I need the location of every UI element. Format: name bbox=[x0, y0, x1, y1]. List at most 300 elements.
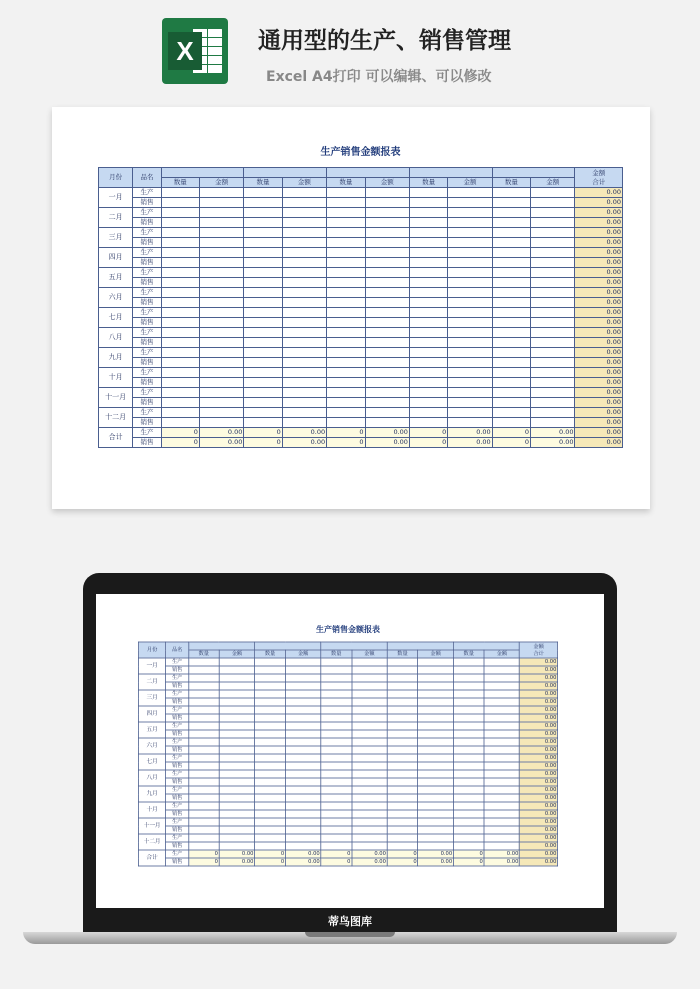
data-cell[interactable] bbox=[161, 358, 199, 368]
data-cell[interactable] bbox=[244, 208, 282, 218]
data-cell[interactable] bbox=[365, 218, 409, 228]
data-cell[interactable] bbox=[285, 810, 321, 818]
data-cell[interactable] bbox=[418, 826, 454, 834]
data-cell[interactable] bbox=[418, 666, 454, 674]
data-cell[interactable] bbox=[531, 238, 575, 248]
data-cell[interactable] bbox=[327, 298, 365, 308]
data-cell[interactable] bbox=[365, 248, 409, 258]
data-cell[interactable] bbox=[285, 666, 321, 674]
data-cell[interactable] bbox=[492, 308, 530, 318]
data-cell[interactable] bbox=[409, 408, 447, 418]
data-cell[interactable] bbox=[255, 658, 286, 666]
data-cell[interactable] bbox=[453, 754, 484, 762]
data-cell[interactable] bbox=[219, 754, 255, 762]
data-cell[interactable] bbox=[492, 418, 530, 428]
data-cell[interactable] bbox=[492, 358, 530, 368]
data-cell[interactable] bbox=[453, 810, 484, 818]
data-cell[interactable] bbox=[418, 682, 454, 690]
data-cell[interactable] bbox=[255, 722, 286, 730]
data-cell[interactable] bbox=[285, 738, 321, 746]
data-cell[interactable] bbox=[188, 754, 219, 762]
data-cell[interactable] bbox=[531, 368, 575, 378]
data-cell[interactable] bbox=[352, 842, 388, 850]
data-cell[interactable] bbox=[387, 714, 418, 722]
data-cell[interactable] bbox=[453, 738, 484, 746]
data-cell[interactable] bbox=[484, 778, 520, 786]
data-cell[interactable] bbox=[365, 328, 409, 338]
data-cell[interactable] bbox=[352, 730, 388, 738]
data-cell[interactable] bbox=[484, 762, 520, 770]
data-cell[interactable] bbox=[352, 714, 388, 722]
data-cell[interactable] bbox=[321, 754, 352, 762]
data-cell[interactable] bbox=[448, 338, 492, 348]
data-cell[interactable] bbox=[285, 674, 321, 682]
data-cell[interactable] bbox=[448, 378, 492, 388]
data-cell[interactable] bbox=[448, 238, 492, 248]
data-cell[interactable] bbox=[484, 722, 520, 730]
data-cell[interactable] bbox=[244, 408, 282, 418]
data-cell[interactable] bbox=[365, 408, 409, 418]
data-cell[interactable] bbox=[409, 398, 447, 408]
data-cell[interactable] bbox=[255, 826, 286, 834]
data-cell[interactable] bbox=[285, 842, 321, 850]
data-cell[interactable] bbox=[321, 674, 352, 682]
data-cell[interactable] bbox=[387, 674, 418, 682]
data-cell[interactable] bbox=[387, 738, 418, 746]
data-cell[interactable] bbox=[448, 358, 492, 368]
data-cell[interactable] bbox=[188, 826, 219, 834]
data-cell[interactable] bbox=[321, 842, 352, 850]
data-cell[interactable] bbox=[219, 794, 255, 802]
data-cell[interactable] bbox=[387, 770, 418, 778]
data-cell[interactable] bbox=[219, 730, 255, 738]
data-cell[interactable] bbox=[285, 818, 321, 826]
data-cell[interactable] bbox=[327, 418, 365, 428]
data-cell[interactable] bbox=[448, 188, 492, 198]
data-cell[interactable] bbox=[161, 258, 199, 268]
data-cell[interactable] bbox=[188, 730, 219, 738]
data-cell[interactable] bbox=[219, 738, 255, 746]
data-cell[interactable] bbox=[418, 658, 454, 666]
data-cell[interactable] bbox=[321, 826, 352, 834]
data-cell[interactable] bbox=[453, 658, 484, 666]
data-cell[interactable] bbox=[161, 338, 199, 348]
data-cell[interactable] bbox=[492, 198, 530, 208]
data-cell[interactable] bbox=[409, 388, 447, 398]
data-cell[interactable] bbox=[255, 730, 286, 738]
data-cell[interactable] bbox=[188, 786, 219, 794]
data-cell[interactable] bbox=[531, 318, 575, 328]
data-cell[interactable] bbox=[492, 248, 530, 258]
data-cell[interactable] bbox=[321, 778, 352, 786]
data-cell[interactable] bbox=[285, 658, 321, 666]
data-cell[interactable] bbox=[327, 228, 365, 238]
data-cell[interactable] bbox=[285, 762, 321, 770]
data-cell[interactable] bbox=[448, 228, 492, 238]
data-cell[interactable] bbox=[352, 658, 388, 666]
data-cell[interactable] bbox=[387, 682, 418, 690]
data-cell[interactable] bbox=[352, 698, 388, 706]
data-cell[interactable] bbox=[285, 786, 321, 794]
data-cell[interactable] bbox=[453, 666, 484, 674]
data-cell[interactable] bbox=[244, 298, 282, 308]
data-cell[interactable] bbox=[321, 666, 352, 674]
data-cell[interactable] bbox=[282, 228, 326, 238]
data-cell[interactable] bbox=[199, 188, 243, 198]
data-cell[interactable] bbox=[244, 348, 282, 358]
data-cell[interactable] bbox=[188, 722, 219, 730]
data-cell[interactable] bbox=[484, 834, 520, 842]
data-cell[interactable] bbox=[531, 228, 575, 238]
data-cell[interactable] bbox=[492, 368, 530, 378]
data-cell[interactable] bbox=[327, 218, 365, 228]
data-cell[interactable] bbox=[255, 834, 286, 842]
data-cell[interactable] bbox=[321, 794, 352, 802]
data-cell[interactable] bbox=[387, 794, 418, 802]
data-cell[interactable] bbox=[448, 258, 492, 268]
data-cell[interactable] bbox=[188, 674, 219, 682]
data-cell[interactable] bbox=[161, 308, 199, 318]
data-cell[interactable] bbox=[282, 348, 326, 358]
data-cell[interactable] bbox=[365, 358, 409, 368]
data-cell[interactable] bbox=[219, 778, 255, 786]
data-cell[interactable] bbox=[352, 682, 388, 690]
data-cell[interactable] bbox=[188, 802, 219, 810]
data-cell[interactable] bbox=[255, 810, 286, 818]
data-cell[interactable] bbox=[531, 358, 575, 368]
data-cell[interactable] bbox=[282, 248, 326, 258]
data-cell[interactable] bbox=[484, 698, 520, 706]
data-cell[interactable] bbox=[244, 278, 282, 288]
data-cell[interactable] bbox=[285, 690, 321, 698]
data-cell[interactable] bbox=[282, 198, 326, 208]
data-cell[interactable] bbox=[285, 770, 321, 778]
data-cell[interactable] bbox=[387, 730, 418, 738]
data-cell[interactable] bbox=[352, 826, 388, 834]
data-cell[interactable] bbox=[282, 208, 326, 218]
data-cell[interactable] bbox=[327, 358, 365, 368]
data-cell[interactable] bbox=[219, 714, 255, 722]
data-cell[interactable] bbox=[365, 228, 409, 238]
data-cell[interactable] bbox=[387, 698, 418, 706]
data-cell[interactable] bbox=[531, 338, 575, 348]
data-cell[interactable] bbox=[352, 722, 388, 730]
data-cell[interactable] bbox=[409, 278, 447, 288]
data-cell[interactable] bbox=[453, 802, 484, 810]
data-cell[interactable] bbox=[321, 730, 352, 738]
data-cell[interactable] bbox=[219, 674, 255, 682]
data-cell[interactable] bbox=[484, 810, 520, 818]
data-cell[interactable] bbox=[448, 208, 492, 218]
data-cell[interactable] bbox=[282, 388, 326, 398]
data-cell[interactable] bbox=[453, 762, 484, 770]
data-cell[interactable] bbox=[453, 794, 484, 802]
data-cell[interactable] bbox=[448, 198, 492, 208]
data-cell[interactable] bbox=[285, 778, 321, 786]
data-cell[interactable] bbox=[282, 188, 326, 198]
data-cell[interactable] bbox=[321, 698, 352, 706]
data-cell[interactable] bbox=[492, 378, 530, 388]
data-cell[interactable] bbox=[285, 730, 321, 738]
data-cell[interactable] bbox=[188, 842, 219, 850]
data-cell[interactable] bbox=[418, 690, 454, 698]
data-cell[interactable] bbox=[418, 794, 454, 802]
data-cell[interactable] bbox=[188, 834, 219, 842]
data-cell[interactable] bbox=[199, 388, 243, 398]
data-cell[interactable] bbox=[492, 268, 530, 278]
data-cell[interactable] bbox=[244, 218, 282, 228]
data-cell[interactable] bbox=[244, 188, 282, 198]
data-cell[interactable] bbox=[327, 278, 365, 288]
data-cell[interactable] bbox=[219, 818, 255, 826]
data-cell[interactable] bbox=[492, 238, 530, 248]
data-cell[interactable] bbox=[387, 802, 418, 810]
data-cell[interactable] bbox=[484, 738, 520, 746]
data-cell[interactable] bbox=[453, 722, 484, 730]
data-cell[interactable] bbox=[327, 328, 365, 338]
data-cell[interactable] bbox=[418, 778, 454, 786]
data-cell[interactable] bbox=[492, 398, 530, 408]
data-cell[interactable] bbox=[453, 786, 484, 794]
data-cell[interactable] bbox=[352, 786, 388, 794]
data-cell[interactable] bbox=[409, 258, 447, 268]
data-cell[interactable] bbox=[255, 682, 286, 690]
data-cell[interactable] bbox=[199, 398, 243, 408]
data-cell[interactable] bbox=[161, 228, 199, 238]
data-cell[interactable] bbox=[418, 802, 454, 810]
data-cell[interactable] bbox=[285, 746, 321, 754]
data-cell[interactable] bbox=[255, 738, 286, 746]
data-cell[interactable] bbox=[327, 268, 365, 278]
data-cell[interactable] bbox=[321, 818, 352, 826]
data-cell[interactable] bbox=[255, 842, 286, 850]
data-cell[interactable] bbox=[531, 408, 575, 418]
data-cell[interactable] bbox=[365, 318, 409, 328]
data-cell[interactable] bbox=[282, 308, 326, 318]
data-cell[interactable] bbox=[492, 258, 530, 268]
data-cell[interactable] bbox=[531, 378, 575, 388]
data-cell[interactable] bbox=[448, 368, 492, 378]
data-cell[interactable] bbox=[255, 762, 286, 770]
data-cell[interactable] bbox=[282, 328, 326, 338]
data-cell[interactable] bbox=[255, 802, 286, 810]
data-cell[interactable] bbox=[199, 228, 243, 238]
data-cell[interactable] bbox=[418, 754, 454, 762]
data-cell[interactable] bbox=[327, 338, 365, 348]
data-cell[interactable] bbox=[453, 674, 484, 682]
data-cell[interactable] bbox=[492, 348, 530, 358]
data-cell[interactable] bbox=[161, 388, 199, 398]
data-cell[interactable] bbox=[219, 706, 255, 714]
data-cell[interactable] bbox=[244, 198, 282, 208]
data-cell[interactable] bbox=[492, 218, 530, 228]
data-cell[interactable] bbox=[244, 318, 282, 328]
data-cell[interactable] bbox=[188, 794, 219, 802]
data-cell[interactable] bbox=[365, 368, 409, 378]
data-cell[interactable] bbox=[531, 268, 575, 278]
data-cell[interactable] bbox=[219, 666, 255, 674]
data-cell[interactable] bbox=[199, 408, 243, 418]
data-cell[interactable] bbox=[531, 208, 575, 218]
data-cell[interactable] bbox=[492, 338, 530, 348]
data-cell[interactable] bbox=[365, 298, 409, 308]
data-cell[interactable] bbox=[448, 328, 492, 338]
data-cell[interactable] bbox=[352, 674, 388, 682]
data-cell[interactable] bbox=[321, 762, 352, 770]
data-cell[interactable] bbox=[199, 348, 243, 358]
data-cell[interactable] bbox=[255, 754, 286, 762]
data-cell[interactable] bbox=[484, 674, 520, 682]
data-cell[interactable] bbox=[453, 826, 484, 834]
data-cell[interactable] bbox=[255, 666, 286, 674]
data-cell[interactable] bbox=[409, 208, 447, 218]
data-cell[interactable] bbox=[244, 398, 282, 408]
data-cell[interactable] bbox=[409, 188, 447, 198]
data-cell[interactable] bbox=[448, 248, 492, 258]
data-cell[interactable] bbox=[352, 738, 388, 746]
data-cell[interactable] bbox=[531, 288, 575, 298]
data-cell[interactable] bbox=[244, 368, 282, 378]
data-cell[interactable] bbox=[161, 368, 199, 378]
data-cell[interactable] bbox=[255, 746, 286, 754]
data-cell[interactable] bbox=[285, 722, 321, 730]
data-cell[interactable] bbox=[188, 818, 219, 826]
data-cell[interactable] bbox=[219, 690, 255, 698]
data-cell[interactable] bbox=[448, 408, 492, 418]
data-cell[interactable] bbox=[199, 248, 243, 258]
data-cell[interactable] bbox=[352, 690, 388, 698]
data-cell[interactable] bbox=[492, 278, 530, 288]
data-cell[interactable] bbox=[188, 658, 219, 666]
data-cell[interactable] bbox=[282, 338, 326, 348]
data-cell[interactable] bbox=[484, 682, 520, 690]
data-cell[interactable] bbox=[244, 358, 282, 368]
data-cell[interactable] bbox=[352, 778, 388, 786]
data-cell[interactable] bbox=[161, 318, 199, 328]
data-cell[interactable] bbox=[492, 188, 530, 198]
data-cell[interactable] bbox=[387, 818, 418, 826]
data-cell[interactable] bbox=[387, 690, 418, 698]
data-cell[interactable] bbox=[244, 248, 282, 258]
data-cell[interactable] bbox=[492, 388, 530, 398]
data-cell[interactable] bbox=[327, 318, 365, 328]
data-cell[interactable] bbox=[219, 810, 255, 818]
data-cell[interactable] bbox=[219, 802, 255, 810]
data-cell[interactable] bbox=[219, 762, 255, 770]
data-cell[interactable] bbox=[409, 318, 447, 328]
data-cell[interactable] bbox=[199, 298, 243, 308]
data-cell[interactable] bbox=[418, 706, 454, 714]
data-cell[interactable] bbox=[161, 348, 199, 358]
data-cell[interactable] bbox=[199, 368, 243, 378]
data-cell[interactable] bbox=[161, 298, 199, 308]
data-cell[interactable] bbox=[453, 690, 484, 698]
data-cell[interactable] bbox=[321, 682, 352, 690]
data-cell[interactable] bbox=[365, 338, 409, 348]
data-cell[interactable] bbox=[244, 328, 282, 338]
data-cell[interactable] bbox=[484, 666, 520, 674]
data-cell[interactable] bbox=[453, 746, 484, 754]
data-cell[interactable] bbox=[188, 682, 219, 690]
data-cell[interactable] bbox=[352, 762, 388, 770]
data-cell[interactable] bbox=[282, 368, 326, 378]
data-cell[interactable] bbox=[188, 666, 219, 674]
data-cell[interactable] bbox=[352, 818, 388, 826]
data-cell[interactable] bbox=[453, 714, 484, 722]
data-cell[interactable] bbox=[409, 418, 447, 428]
data-cell[interactable] bbox=[453, 842, 484, 850]
data-cell[interactable] bbox=[418, 674, 454, 682]
data-cell[interactable] bbox=[352, 754, 388, 762]
data-cell[interactable] bbox=[484, 754, 520, 762]
data-cell[interactable] bbox=[161, 248, 199, 258]
data-cell[interactable] bbox=[199, 278, 243, 288]
data-cell[interactable] bbox=[531, 258, 575, 268]
data-cell[interactable] bbox=[255, 770, 286, 778]
data-cell[interactable] bbox=[188, 714, 219, 722]
data-cell[interactable] bbox=[448, 288, 492, 298]
data-cell[interactable] bbox=[365, 268, 409, 278]
data-cell[interactable] bbox=[321, 746, 352, 754]
data-cell[interactable] bbox=[531, 298, 575, 308]
data-cell[interactable] bbox=[285, 834, 321, 842]
data-cell[interactable] bbox=[188, 778, 219, 786]
data-cell[interactable] bbox=[285, 714, 321, 722]
data-cell[interactable] bbox=[321, 658, 352, 666]
data-cell[interactable] bbox=[199, 218, 243, 228]
data-cell[interactable] bbox=[244, 418, 282, 428]
data-cell[interactable] bbox=[285, 682, 321, 690]
data-cell[interactable] bbox=[219, 722, 255, 730]
data-cell[interactable] bbox=[327, 398, 365, 408]
data-cell[interactable] bbox=[484, 802, 520, 810]
data-cell[interactable] bbox=[327, 368, 365, 378]
data-cell[interactable] bbox=[188, 762, 219, 770]
data-cell[interactable] bbox=[484, 818, 520, 826]
data-cell[interactable] bbox=[321, 706, 352, 714]
data-cell[interactable] bbox=[484, 730, 520, 738]
data-cell[interactable] bbox=[327, 198, 365, 208]
data-cell[interactable] bbox=[453, 778, 484, 786]
data-cell[interactable] bbox=[484, 658, 520, 666]
data-cell[interactable] bbox=[199, 198, 243, 208]
data-cell[interactable] bbox=[418, 762, 454, 770]
data-cell[interactable] bbox=[453, 730, 484, 738]
data-cell[interactable] bbox=[387, 786, 418, 794]
data-cell[interactable] bbox=[365, 188, 409, 198]
data-cell[interactable] bbox=[219, 682, 255, 690]
data-cell[interactable] bbox=[199, 208, 243, 218]
data-cell[interactable] bbox=[161, 378, 199, 388]
data-cell[interactable] bbox=[492, 288, 530, 298]
data-cell[interactable] bbox=[219, 826, 255, 834]
data-cell[interactable] bbox=[282, 408, 326, 418]
data-cell[interactable] bbox=[492, 318, 530, 328]
data-cell[interactable] bbox=[199, 318, 243, 328]
data-cell[interactable] bbox=[387, 666, 418, 674]
data-cell[interactable] bbox=[199, 418, 243, 428]
data-cell[interactable] bbox=[285, 698, 321, 706]
data-cell[interactable] bbox=[484, 794, 520, 802]
data-cell[interactable] bbox=[199, 358, 243, 368]
data-cell[interactable] bbox=[199, 308, 243, 318]
data-cell[interactable] bbox=[531, 308, 575, 318]
data-cell[interactable] bbox=[352, 746, 388, 754]
data-cell[interactable] bbox=[409, 198, 447, 208]
data-cell[interactable] bbox=[327, 288, 365, 298]
data-cell[interactable] bbox=[387, 834, 418, 842]
data-cell[interactable] bbox=[352, 666, 388, 674]
